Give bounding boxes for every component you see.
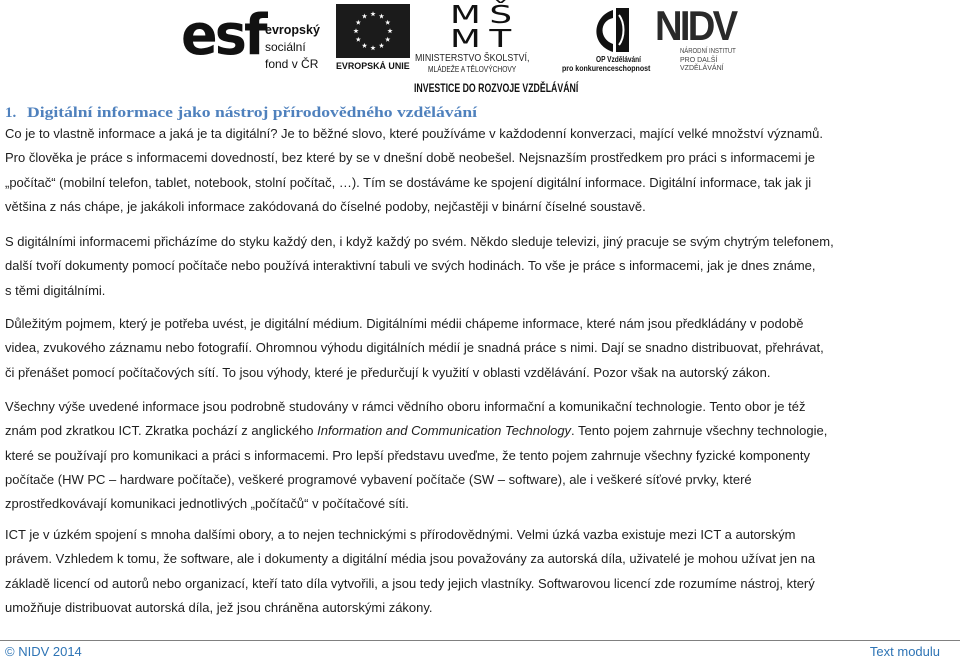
line-text: Co je to vlastně informace a jaká je ta digitální? Je to běžné slovo, které používáme v každodenní konverzaci, mající velké množství významů. xyxy=(5,126,823,141)
line-text: další tvoří dokumenty pomocí počítače nebo používá interaktivní tabuli ve svých hodinách. To vše je práce s informacemi, jak je dnes známe, xyxy=(5,258,816,274)
paragraph xyxy=(5,122,955,219)
paragraph-line xyxy=(5,230,955,254)
line-text: počítače (HW PC – hardware počítače), veškeré programové vybavení počítače (SW – software), ale i veškeré síťové prvky, které xyxy=(5,471,752,487)
logo-tagline-text: INVESTICE DO ROZVOJE VZDĚLÁVÁNÍ xyxy=(414,81,579,95)
line-text: Všechny výše uvedené informace jsou podrobně studovány v rámci vědního oboru informační a komunikační technologie. Tento obor je též xyxy=(5,399,806,414)
paragraph-line xyxy=(5,146,955,170)
paragraph-line xyxy=(5,444,955,468)
nidv-name-line: VZDĚLÁVÁNÍ xyxy=(680,65,724,72)
esf-logo-letters: esf xyxy=(181,3,265,68)
logo-tagline xyxy=(414,81,578,95)
line-text: S digitálními informacemi přicházíme do styku každý den, i když každý po svém. Někdo sleduje televizi, jiný pracuje se svým chytrým telefonem, xyxy=(5,234,834,249)
msmt-name-text: MLÁDEŽE A TĚLOVÝCHOVY xyxy=(428,64,517,74)
paragraph-line xyxy=(5,523,955,547)
esf-logo-line: fond v ČR xyxy=(265,57,319,71)
opvk-name-text: OP Vzdělávání xyxy=(596,55,642,64)
paragraph xyxy=(5,312,955,385)
line-text xyxy=(5,419,827,443)
paragraph-line xyxy=(5,361,955,385)
line-text: základě licencí od autorů nebo organizací, kteří tato díla vytvořili, a jsou tedy jejich vlastníky. Softwarovou licencí zde rozumíme nástroj, který xyxy=(5,575,815,591)
line-text: právem. Vzhledem k tomu, že software, ale i dokumenty a digitální média jsou považovány za autorská díla, uživatelé je mohou užívat jen na xyxy=(5,551,816,567)
paragraph-line xyxy=(5,547,955,571)
eu-caption-text: EVROPSKÁ UNIE xyxy=(336,61,410,72)
paragraph-line xyxy=(5,195,955,219)
line-segment: znám pod zkratkou ICT. Zkratka pochází z anglického xyxy=(5,423,318,439)
line-text: ICT je v úzkém spojení s mnoha dalšími obory, a to nejen technickými s přírodovědnými. Velmi úzká vazba existuje mezi ICT a autorským xyxy=(5,527,796,542)
paragraph-line xyxy=(5,336,955,360)
line-segment: . Tento pojem zahrnuje všechny technologie, xyxy=(571,423,828,439)
paragraph-line xyxy=(5,122,955,146)
line-text: Důležitým pojmem, který je potřeba uvést, je digitální médium. Digitálními médii chápeme informace, které nám jsou předkládány v podobě xyxy=(5,316,804,331)
paragraph xyxy=(5,395,955,516)
esf-logo-line: sociální xyxy=(265,40,306,54)
msmt-name-text: MINISTERSTVO ŠKOLSTVÍ, xyxy=(415,53,530,64)
footer-label: Text modulu xyxy=(869,644,940,659)
paragraph-line xyxy=(5,279,955,303)
paragraph-line xyxy=(5,572,955,596)
footer-divider xyxy=(0,640,960,641)
esf-logo-text xyxy=(265,22,335,73)
msmt-name-line xyxy=(415,53,529,64)
footer-copyright: © NIDV 2014 xyxy=(5,644,82,659)
nidv-logo-letters: NIDV xyxy=(655,2,736,49)
opvk-logo-icon xyxy=(583,6,635,54)
paragraph-line xyxy=(5,171,955,195)
msmt-name-line xyxy=(428,64,516,74)
msmt-logo-mark xyxy=(450,0,521,53)
line-text: s těmi digitálními. xyxy=(5,282,106,298)
line-text: které se používají pro komunikaci a práci s informacemi. Pro lepší představu uveďme, že tento pojem zahrnuje všechny fyzické komponenty xyxy=(5,447,810,463)
opvk-name-text: pro konkurenceschopnost xyxy=(562,64,651,73)
nidv-logo-text xyxy=(680,48,736,74)
line-text: většina z nás chápe, je jakákoli informace zakódovaná do číselné podoby, nejčastěji v binární číselné soustavě. xyxy=(5,198,646,214)
heading-title-text: Digitální informace jako nástroj přírodovědného vzdělávání xyxy=(27,105,478,121)
nidv-name-line: NÁRODNÍ INSTITUT xyxy=(680,48,736,55)
paragraph-line xyxy=(5,596,955,620)
eu-caption xyxy=(336,61,410,73)
msmt-mark-bottom: MT xyxy=(450,24,520,53)
esf-logo-line: evropský xyxy=(265,23,320,37)
eu-flag-icon xyxy=(336,4,410,58)
msmt-mark-top: MŠ xyxy=(450,0,521,29)
opvk-name-line xyxy=(562,64,650,73)
nidv-logo-mark xyxy=(655,2,735,50)
opvk-name-line xyxy=(596,55,641,64)
italic-term: Information and Communication Technology xyxy=(317,423,572,439)
paragraph-line xyxy=(5,395,955,419)
nidv-name-line: PRO DALŠÍ xyxy=(680,56,718,64)
line-text: Pro člověka je práce s informacemi dovedností, bez které by se v dnešní době neobešel. Nejsnazším prostředkem pro práci s informacemi je xyxy=(5,150,815,166)
paragraph-line xyxy=(5,419,955,443)
paragraph-line xyxy=(5,492,955,516)
paragraph-line xyxy=(5,468,955,492)
heading-number: 1. xyxy=(5,105,17,121)
line-text: videa, zvukového záznamu nebo fotografií. Ohromnou výhodu digitálních médií je snadná práce s nimi. Dají se snadno distribuovat, přehrávat, xyxy=(5,340,824,356)
line-text: „počítač“ (mobilní telefon, tablet, notebook, stolní počítač, …). Tím se dostáváme ke spojení digitální informace. Digitální informace, tak jak ji xyxy=(5,174,812,190)
line-text: zprostředkovávají komunikaci jednotlivých „počítačů“ v počítačové síti. xyxy=(5,496,409,512)
paragraph-line xyxy=(5,312,955,336)
paragraph-line xyxy=(5,254,955,278)
line-text: či přenášet pomocí počítačových sítí. To jsou výhody, které je předurčují k využití v oblasti vzdělávání. Pozor však na autorský zákon. xyxy=(5,364,771,380)
line-text: umožňuje distribuovat autorská díla, jež jsou chráněna autorskými zákony. xyxy=(5,599,433,615)
esf-logo-mark xyxy=(181,0,265,74)
paragraph xyxy=(5,230,955,303)
paragraph xyxy=(5,523,955,620)
